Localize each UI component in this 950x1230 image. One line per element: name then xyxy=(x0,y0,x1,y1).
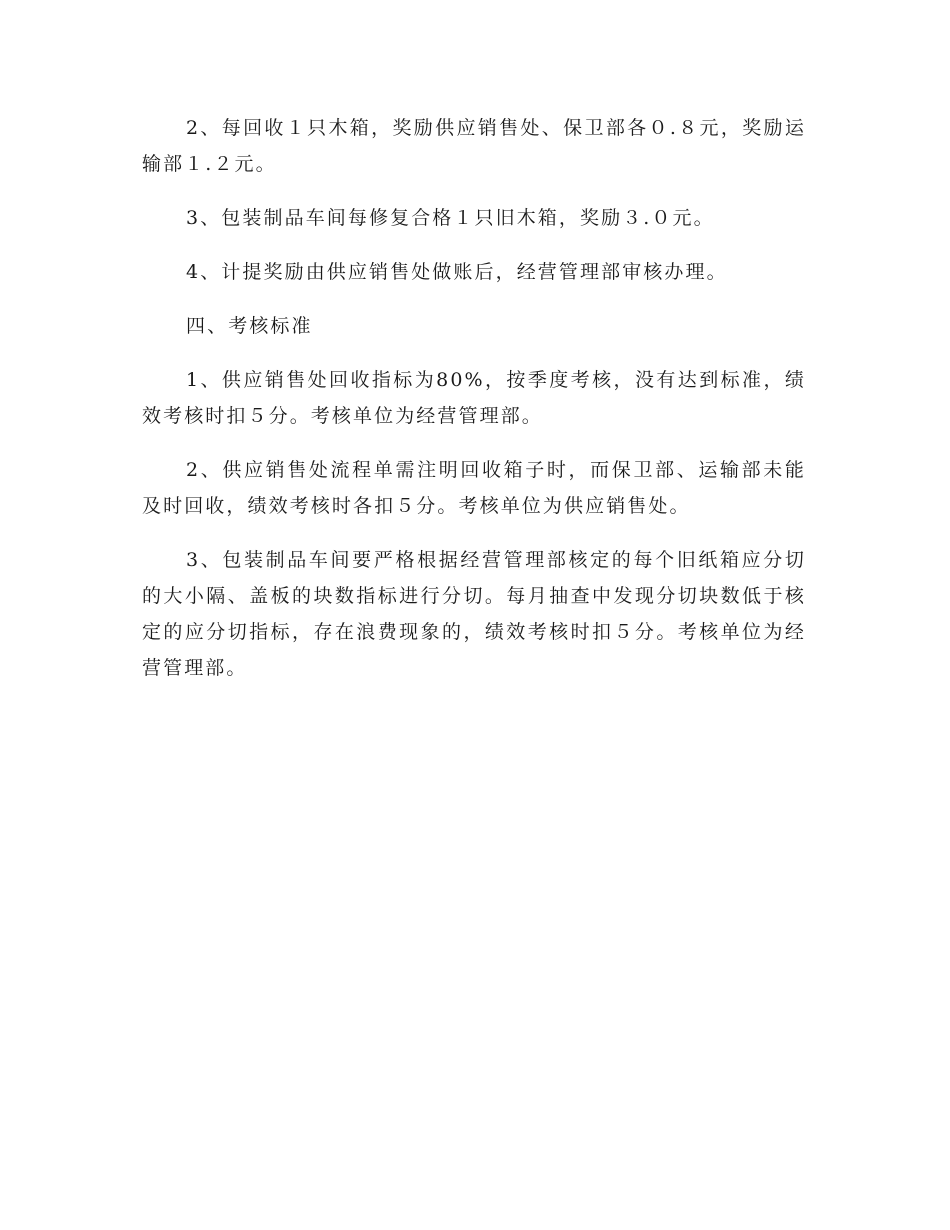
section-heading: 四、考核标准 xyxy=(186,315,313,337)
reward-paragraph-3: 3、包装制品车间每修复合格１只旧木箱，奖励３.０元。 xyxy=(186,207,715,229)
standard-paragraph-2: 2、供应销售处流程单需注明回收箱子时，而保卫部、运输部未能及时回收，绩效考核时各扣５分。考核单位为供应销售处。 xyxy=(142,459,806,517)
standard-paragraph-3: 3、包装制品车间要严格根据经营管理部核定的每个旧纸箱应分切的大小隔、盖板的块数指标进行分切。每月抽查中发现分切块数低于核定的应分切指标，存在浪费现象的，绩效考核时扣５分。考核单位为经营管理部。 xyxy=(142,549,806,679)
reward-paragraph-4: 4、计提奖励由供应销售处做账后，经营管理部审核办理。 xyxy=(186,261,728,283)
reward-paragraph-2: 2、每回收１只木箱，奖励供应销售处、保卫部各０.８元，奖励运输部１.２元。 xyxy=(142,117,806,175)
standard-paragraph-1: 1、供应销售处回收指标为80%，按季度考核，没有达到标准，绩效考核时扣５分。考核单位为经营管理部。 xyxy=(142,369,806,427)
document-body xyxy=(142,110,806,704)
